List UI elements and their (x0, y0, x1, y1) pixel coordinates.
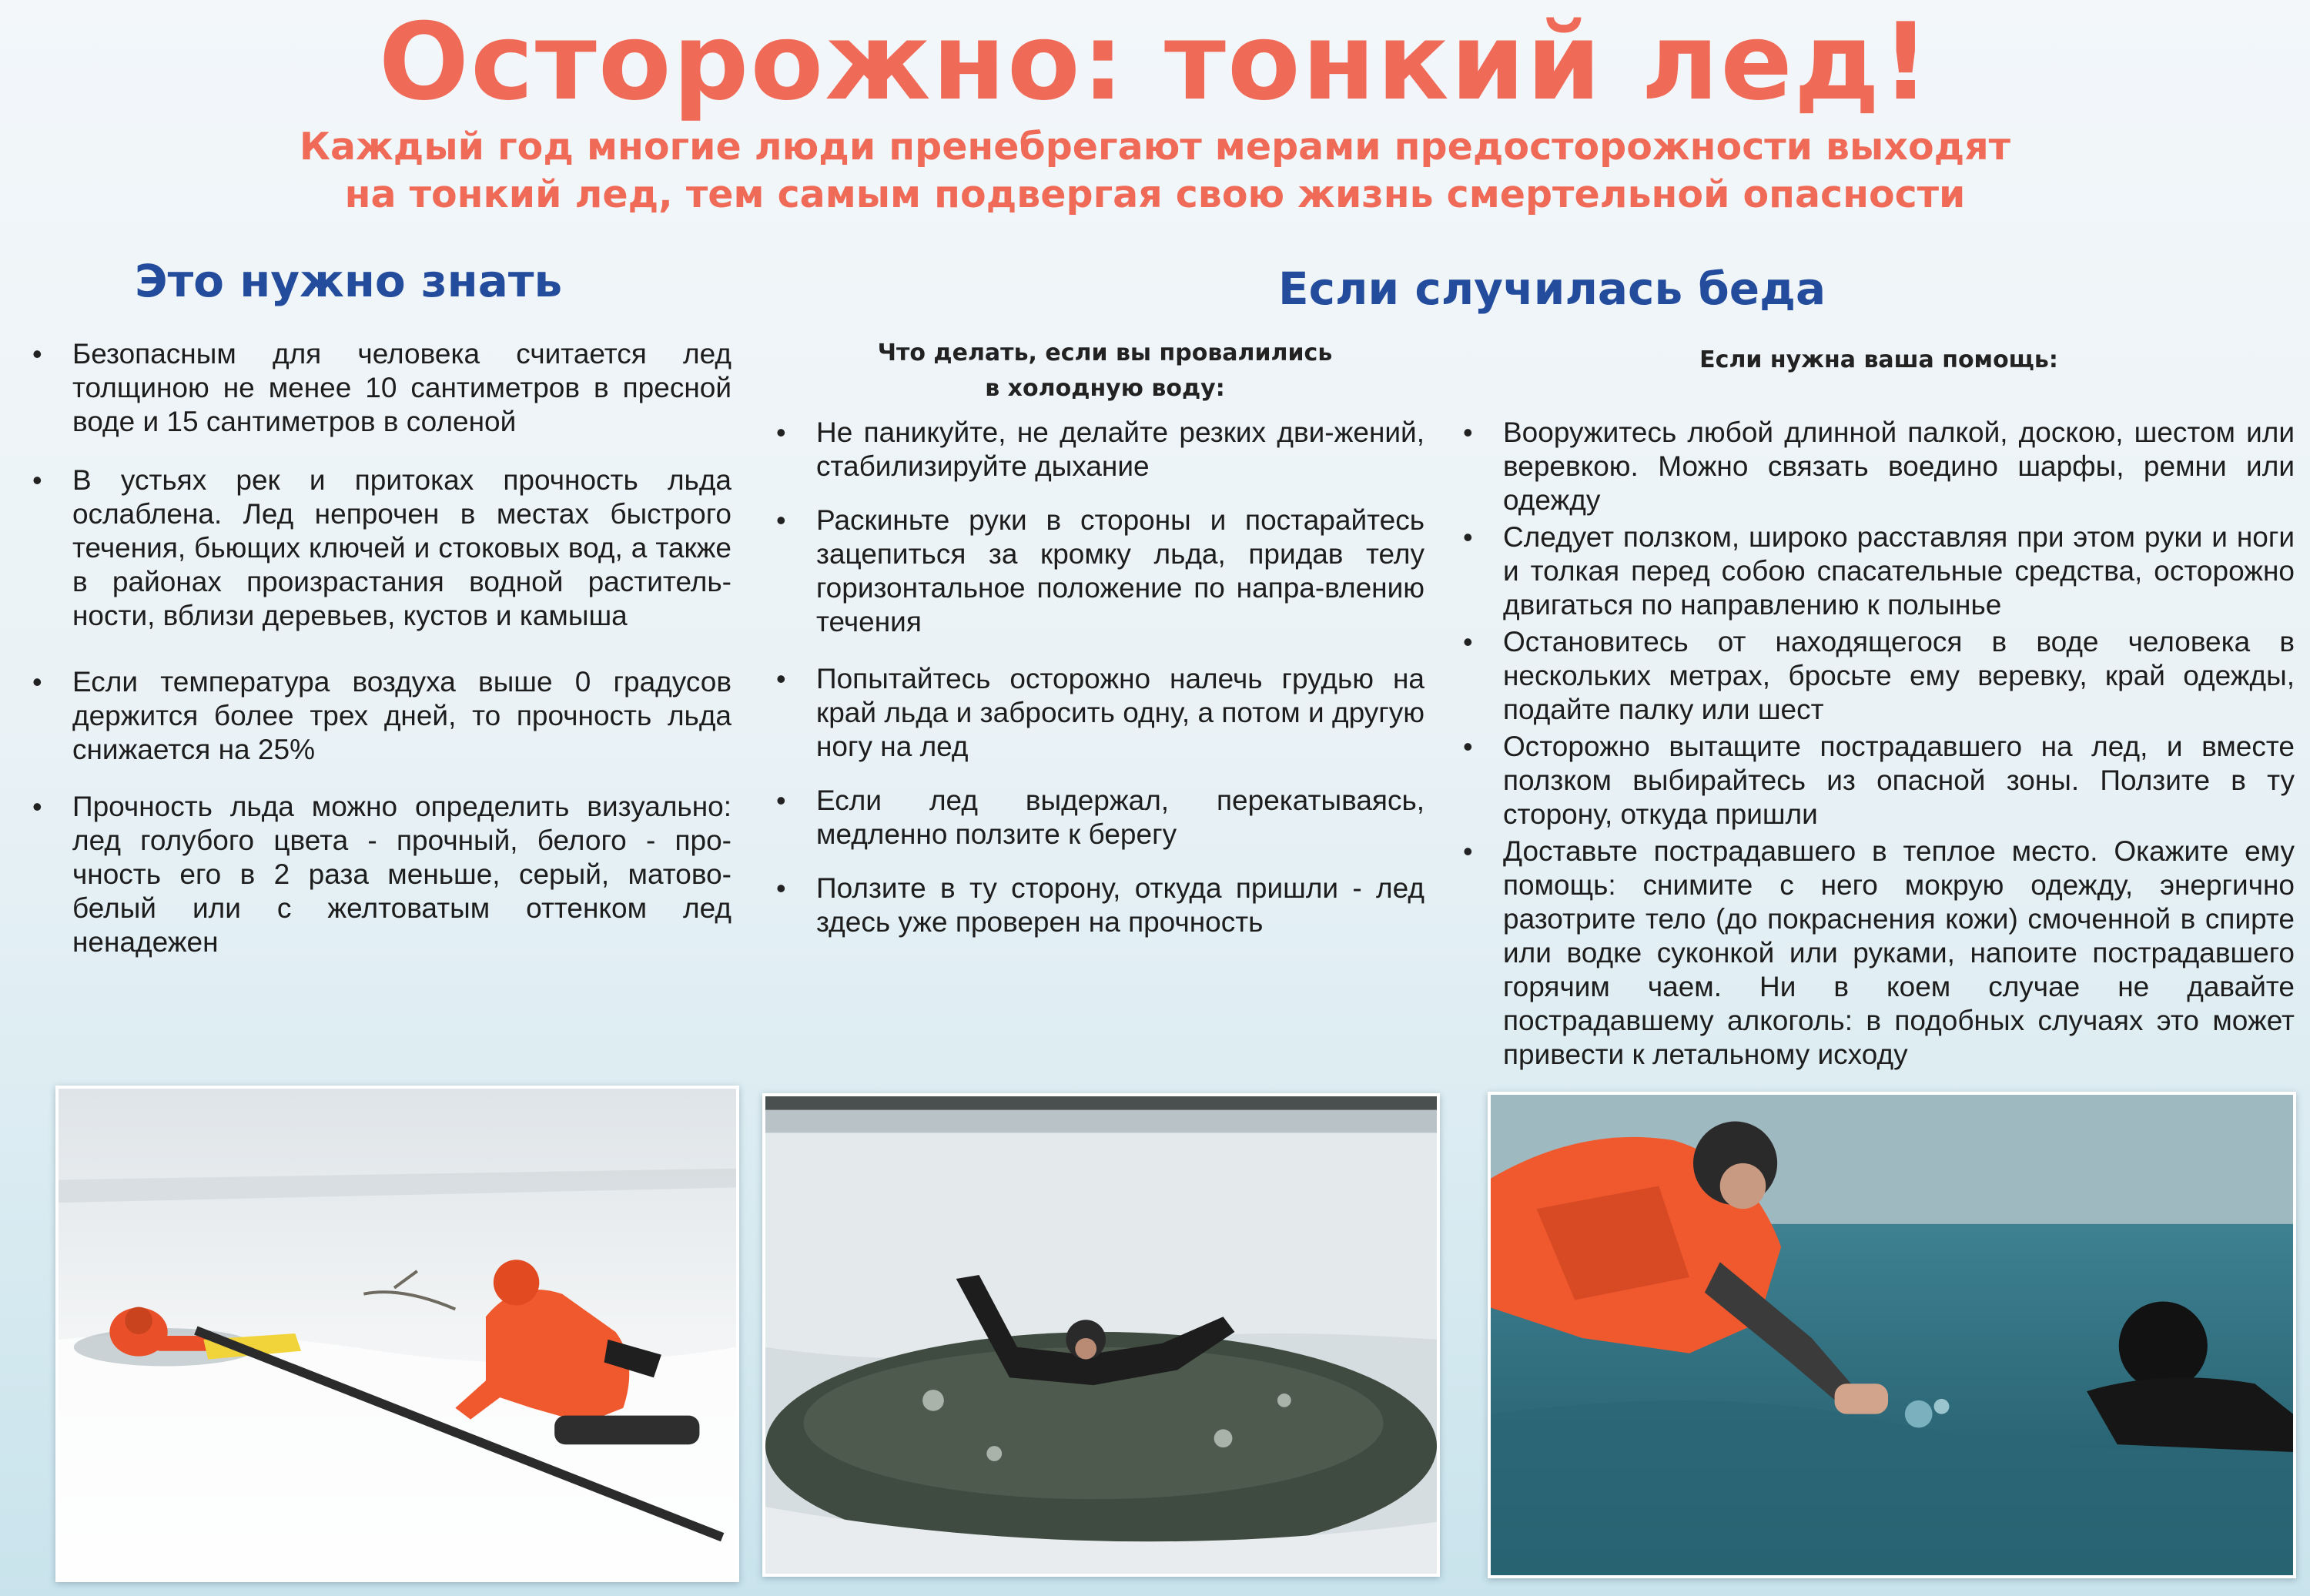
page-title: Осторожно: тонкий лед! (378, 0, 1932, 124)
list-item: • Вооружитесь любой длинной палкой, доскою, шестом или веревкою. Можно связать воедино шарфы, ремни или одежду (1463, 416, 2295, 517)
pulling-from-water-illustration (1491, 1095, 2293, 1575)
rescue-on-ice-illustration (59, 1089, 736, 1579)
help-heading (1602, 343, 2156, 378)
fell-in-heading (801, 336, 1409, 407)
list-item: • Осторожно вытащите пострадавшего на лед, и вместе ползком выбирайтесь из опасной зоны. Ползите в ту сторону, откуда пришли (1463, 730, 2295, 831)
trouble-heading: Если случилась беда (1278, 263, 1826, 315)
list-item: • Если температура воздуха выше 0 градусов держится более трех дней, то прочность льда снижается на 25% (32, 665, 732, 767)
list-item: • Доставьте пострадавшего в теплое место. Окажите ему помощь: снимите с него мокрую одежду, энергично разотрите тело (до покраснения кожи) смоченной в спирте или водке суконкой или руками, напоите пострадавшего горячим чаем. Ни в коем случае не давайте пострадавшему алкоголь: в подобных случаях это может привести к летальному исходу (1463, 835, 2295, 1072)
rescue-on-ice-photo (55, 1086, 739, 1582)
list-item: • Ползите в ту сторону, откуда пришли - лед здесь уже проверен на прочность (776, 872, 1424, 939)
know-heading: Это нужно знать (135, 255, 563, 307)
person-in-ice-hole-illustration (765, 1096, 1437, 1574)
help-list (1463, 416, 2295, 1072)
list-item: • Если лед выдержал, перекатываясь, медленно ползите к берегу (776, 784, 1424, 852)
subtitle-line-1: Каждый год многие люди пренебрегают мерами предосторожности выходят (299, 125, 2011, 169)
list-item: • Следует ползком, широко расставляя при этом руки и ноги и толкая перед собою спасательные средства, осторожно двигаться по направлению к полынье (1463, 520, 2295, 622)
fell-in-list (776, 416, 1424, 939)
subtitle-line-2: на тонкий лед, тем самым подвергая свою жизнь смертельной опасности (344, 172, 1966, 216)
pulling-from-water-photo (1488, 1092, 2296, 1578)
help-heading-text: Если нужна ваша помощь: (1699, 346, 2058, 373)
list-item: • Не паникуйте, не делайте резких дви-жений, стабилизируйте дыхание (776, 416, 1424, 483)
list-item: • Остановитесь от находящегося в воде человека в нескольких метрах, бросьте ему веревку, край одежды, подайте палку или шест (1463, 625, 2295, 727)
know-list (32, 337, 732, 959)
list-item: • Попытайтесь осторожно налечь грудью на край льда и забросить одну, а потом и другую ногу на лед (776, 662, 1424, 764)
person-in-ice-hole-photo (762, 1093, 1440, 1577)
list-item: • Раскиньте руки в стороны и постарайтесь зацепиться за кромку льда, придав телу горизонтальное положение по напра-влению течения (776, 504, 1424, 639)
fell-in-heading-line-2: в холодную воду: (985, 375, 1225, 402)
fell-in-heading-line-1: Что делать, если вы провалились (877, 340, 1333, 366)
page-subtitle (131, 123, 2179, 219)
list-item: • В устьях рек и притоках прочность льда ослаблена. Лед непрочен в местах быстрого течения, бьющих ключей и стоковых вод, а также в районах произрастания водной раститель-ности, вблизи деревьев, кустов и камыша (32, 463, 732, 633)
list-item: • Безопасным для человека считается лед толщиною не менее 10 сантиметров в пресной воде и 15 сантиметров в соленой (32, 337, 732, 439)
list-item: • Прочность льда можно определить визуально: лед голубого цвета - прочный, белого - про-чность его в 2 раза меньше, серый, матово-белый или с желтоватым оттенком лед ненадежен (32, 790, 732, 959)
